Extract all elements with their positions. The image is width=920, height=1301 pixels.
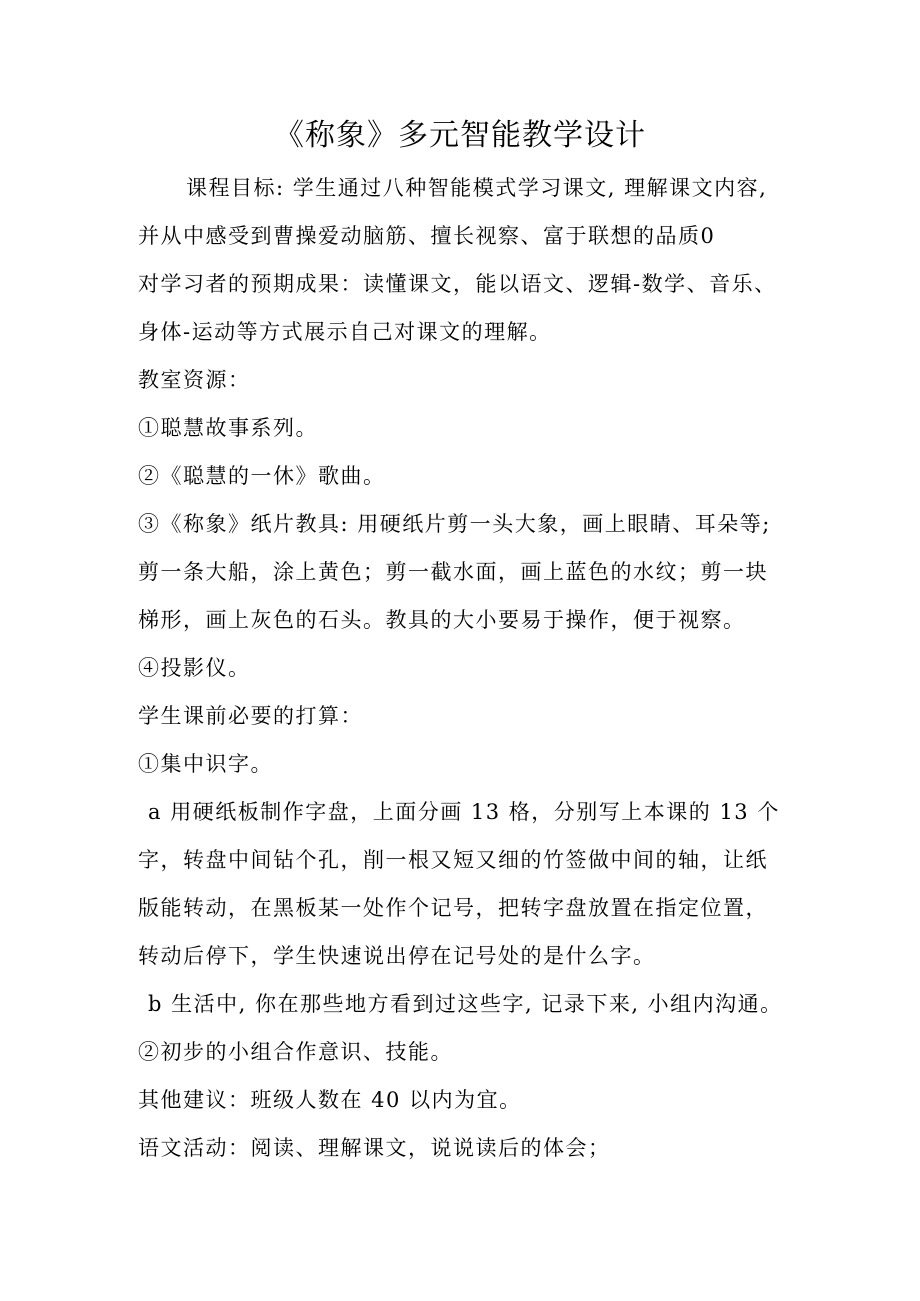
text-line: 转动后停下，学生快速说出停在记号处的是什么字。 <box>138 944 656 968</box>
text-line: ②《聪慧的一休》歌曲。 <box>138 464 386 488</box>
text-line: 剪一条大船，涂上黄色；剪一截水面，画上蓝色的水纹；剪一块 <box>138 560 768 584</box>
text-line: 教室资源： <box>138 368 251 392</box>
text-line: 其他建议：班级人数在 40 以内为宜。 <box>138 1088 522 1112</box>
document-title: 《称象》多元智能教学设计 <box>274 118 646 153</box>
text-line: 字，转盘中间钻个孔，削一根又短又细的竹签做中间的轴，让纸 <box>138 848 768 872</box>
text-line: ①聪慧故事系列。 <box>138 416 318 440</box>
text-line: b 生活中, 你在那些地方看到过这些字, 记录下来, 小组内沟通。 <box>148 992 783 1016</box>
text-line: 对学习者的预期成果：读懂课文，能以语文、逻辑-数学、音乐、 <box>138 272 777 296</box>
text-line: 身体-运动等方式展示自己对课文的理解。 <box>138 320 552 344</box>
text-line: ③《称象》纸片教具: 用硬纸片剪一头大象，画上眼睛、耳朵等; <box>138 512 771 536</box>
text-line: 梯形，画上灰色的石头。教具的大小要易于操作，便于视察。 <box>138 608 746 632</box>
text-line: 学生课前必要的打算： <box>138 704 363 728</box>
text-line: a 用硬纸板制作字盘，上面分画 13 格，分别写上本课的 13 个 <box>148 800 780 824</box>
text-line: 课程目标: 学生通过八种智能模式学习课文, 理解课文内容, <box>186 176 768 200</box>
text-line: 版能转动，在黑板某一处作个记号，把转字盘放置在指定位置， <box>138 896 768 920</box>
text-line: ②初步的小组合作意识、技能。 <box>138 1040 453 1064</box>
text-line: 语文活动：阅读、理解课文，说说读后的体会； <box>138 1136 611 1160</box>
text-line: 并从中感受到曹操爱动脑筋、擅长视察、富于联想的品质0 <box>138 224 716 248</box>
text-line: ④投影仪。 <box>138 656 251 680</box>
text-line: ①集中识字。 <box>138 752 273 776</box>
